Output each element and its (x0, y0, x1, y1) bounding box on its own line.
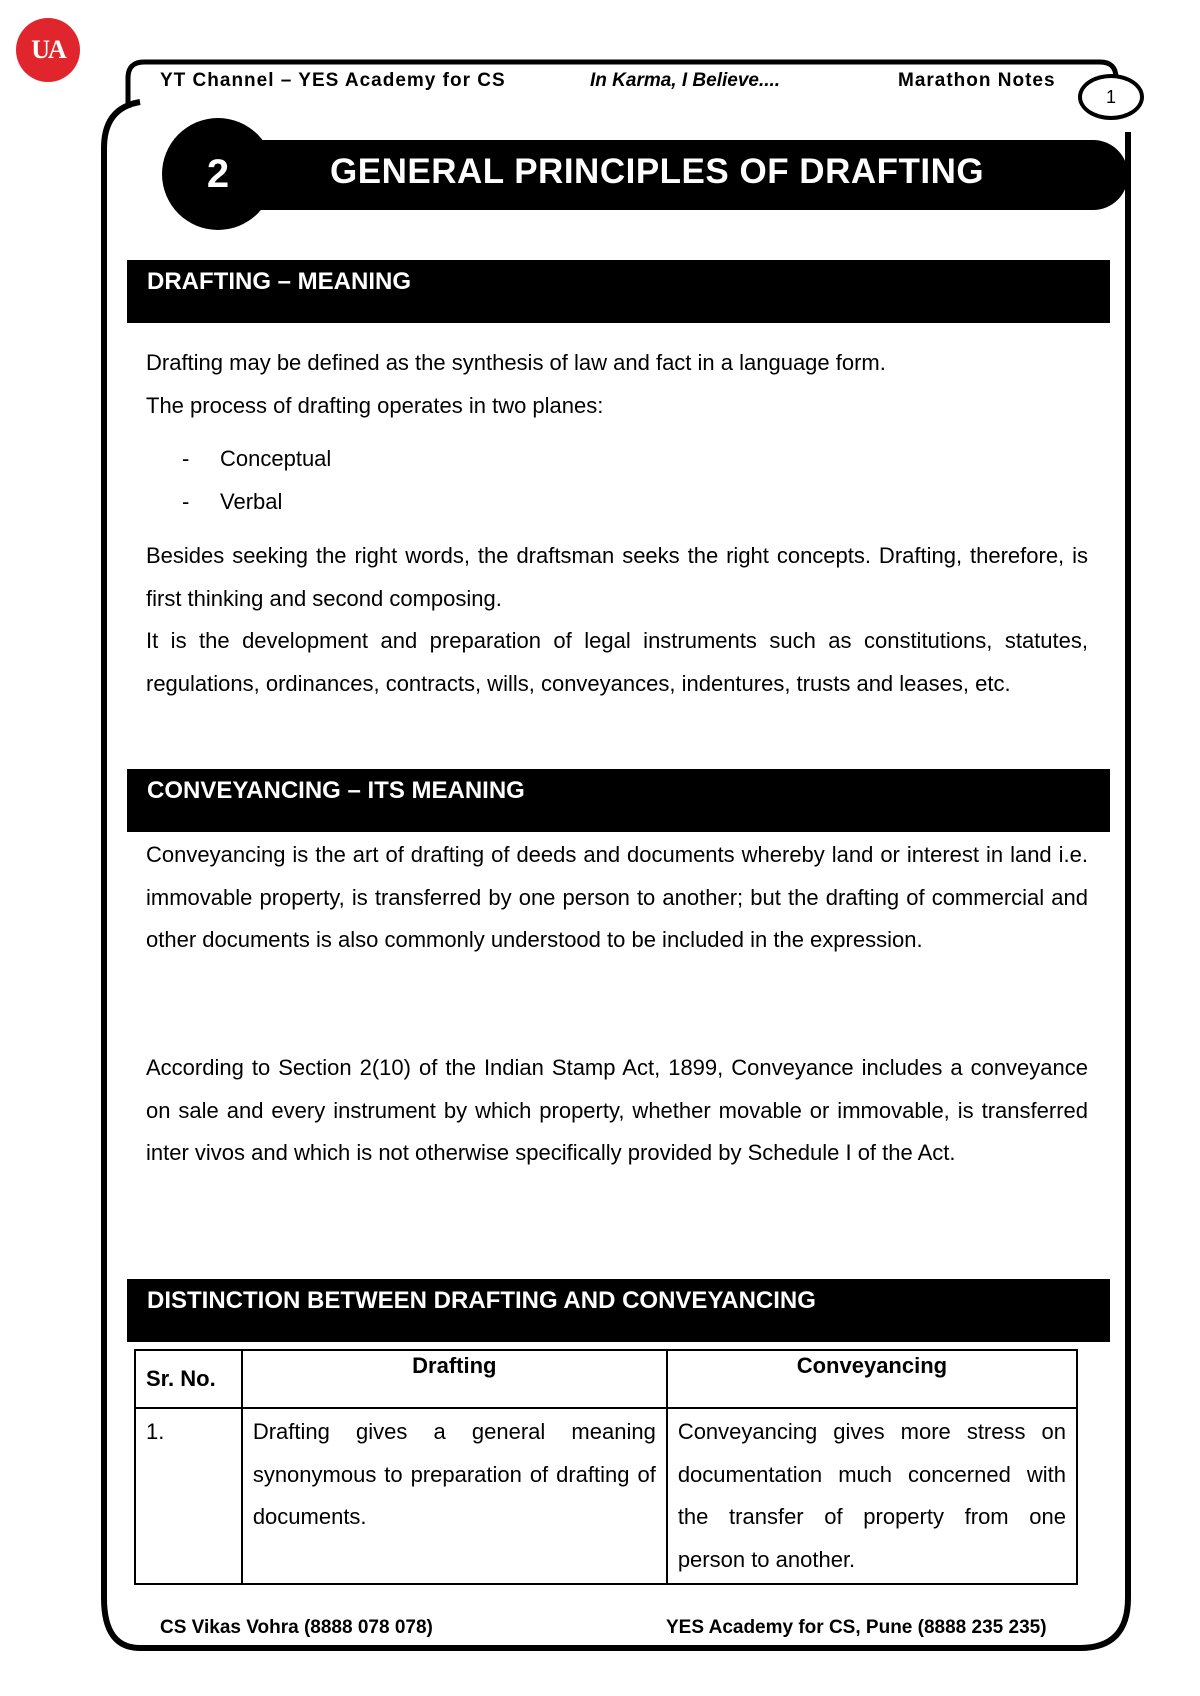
list-item-text: Conceptual (220, 446, 332, 471)
academy-logo (16, 18, 80, 82)
column-header-sr-no: Sr. No. (135, 1350, 242, 1408)
column-header-conveyancing: Conveyancing (667, 1350, 1077, 1408)
section-title: DISTINCTION BETWEEN DRAFTING AND CONVEYANCING (147, 1287, 816, 1314)
list-item-text: Verbal (220, 489, 283, 514)
paragraph-definition: Drafting may be defined as the synthesis of law and fact in a language form. (146, 350, 886, 375)
table-header-row (135, 1350, 1077, 1408)
column-header-drafting: Drafting (242, 1350, 667, 1408)
section-header-distinction (127, 1279, 1110, 1342)
table-row (135, 1408, 1077, 1584)
chapter-number: 2 (206, 151, 230, 196)
paragraph-process: The process of drafting operates in two planes: (146, 393, 604, 418)
section-title: CONVEYANCING – ITS MEANING (147, 777, 525, 804)
paragraph-conveyancing-art: Conveyancing is the art of drafting of deeds and documents whereby land or interest in land i.e. immovable property, is transferred by one person to another; but the drafting of commercial and other documents is also commonly understood to be included in the expression. (146, 842, 1088, 952)
section-header-drafting-meaning (127, 260, 1110, 323)
chapter-title: GENERAL PRINCIPLES OF DRAFTING (330, 152, 985, 191)
cell-drafting: Drafting gives a general meaning synonymous to preparation of drafting of documents. (242, 1408, 667, 1584)
list-item: - Conceptual (182, 446, 332, 471)
paragraph-thinking: Besides seeking the right words, the draftsman seeks the right concepts. Drafting, therefore, is first thinking and second composing. (146, 543, 1088, 611)
header-motto: In Karma, I Believe.... (590, 70, 781, 91)
footer-academy-contact: YES Academy for CS, Pune (8888 235 235) (666, 1617, 1047, 1638)
paragraph-instruments: It is the development and preparation of legal instruments such as constitutions, statutes, regulations, ordinances, contracts, wills, conveyances, indentures, trusts and leases, etc. (146, 628, 1088, 696)
cell-sr-no: 1. (135, 1408, 242, 1584)
section-title: DRAFTING – MEANING (147, 268, 411, 295)
cell-conveyancing: Conveyancing gives more stress on documentation much concerned with the transfer of property from one person to another. (667, 1408, 1077, 1584)
section-header-conveyancing-meaning (127, 769, 1110, 832)
logo-text: UA (31, 35, 65, 64)
footer-author-contact: CS Vikas Vohra (8888 078 078) (160, 1617, 433, 1638)
paragraph-stamp-act: According to Section 2(10) of the Indian Stamp Act, 1899, Conveyance includes a conveyance on sale and every instrument by which property, whether movable or immovable, is transferred inter vivos and which is not otherwise specifically provided by Schedule I of the Act. (146, 1055, 1088, 1165)
chapter-number-badge (162, 118, 274, 230)
distinction-table (134, 1349, 1078, 1585)
header-notes-label: Marathon Notes (898, 70, 1056, 91)
page-number (1078, 74, 1144, 120)
header-channel: YT Channel – YES Academy for CS (160, 70, 506, 91)
page-number-text: 1 (1105, 86, 1116, 107)
list-item: - Verbal (182, 489, 283, 514)
